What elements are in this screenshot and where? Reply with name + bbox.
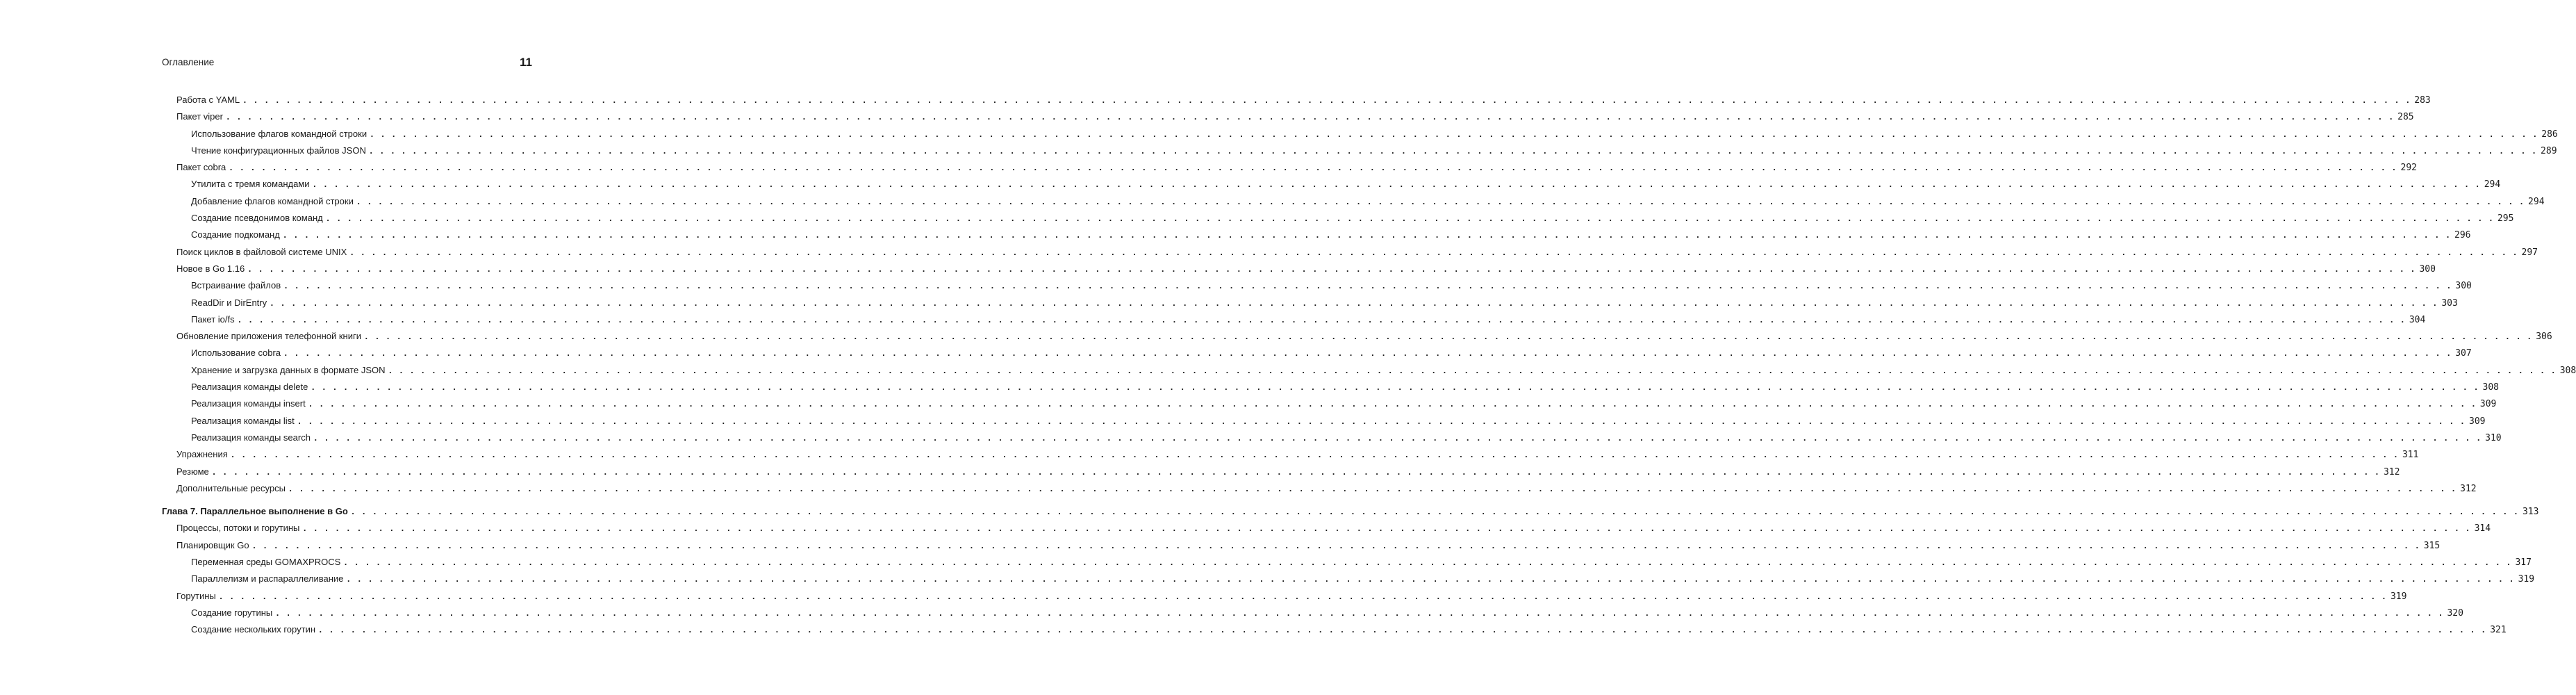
toc-dot-leader: . . . . . . . . . . . . . . . . . . . . . . . . . . . . . . . . . . . . . . . . . . . . . . . . . . . . . . . . . . . . . . . . . . . . . . . . . . . . . . . . . . . . . . . . . . . . . . . . . . . . . . . . . . . . . . . . . . . . . . . . . . . . . . . . . . . . . . . . . . . . . . . . . . . . . . . . . . . . . . . . . . . . . . . . . . . . . . . . . . . . . . . . . . . . . . . . . . . . . . . . [288, 484, 2457, 493]
toc-entry [162, 297, 2458, 314]
toc-dot-leader: . . . . . . . . . . . . . . . . . . . . . . . . . . . . . . . . . . . . . . . . . . . . . . . . . . . . . . . . . . . . . . . . . . . . . . . . . . . . . . . . . . . . . . . . . . . . . . . . . . . . . . . . . . . . . . . . . . . . . . . . . . . . . . . . . . . . . . . . . . . . . . . . . . . . . . . . . . . . . . . . . . . . . . . . . . . . . . . . . . . . . . . . . . . . . . . . . . . . . . . . [346, 575, 2515, 584]
toc-entry-title: Использование флагов командной строки [191, 128, 368, 139]
toc-entry [162, 179, 2501, 195]
toc-entry-title: Глава 7. Параллельное выполнение в Go [162, 506, 348, 517]
toc-entry-page: 283 [2414, 95, 2431, 106]
toc-entry-title: Упражнения [176, 449, 228, 460]
toc-entry [162, 415, 2486, 432]
toc-entry-title: Встраивание файлов [191, 280, 281, 291]
toc-entry [162, 145, 2557, 162]
toc-dot-leader: . . . . . . . . . . . . . . . . . . . . . . . . . . . . . . . . . . . . . . . . . . . . . . . . . . . . . . . . . . . . . . . . . . . . . . . . . . . . . . . . . . . . . . . . . . . . . . . . . . . . . . . . . . . . . . . . . . . . . . . . . . . . . . . . . . . . . . . . . . . . . . . . . . . . . . . . . . . . . . . . . . . . . . . . . . . . . . . . . . . . . . . . . . . . . . . . . . . . . . . . [356, 197, 2525, 206]
toc-entry-title: Создание псевдонимов команд [191, 213, 323, 224]
toc-entry-title: Горутины [176, 590, 216, 601]
toc-entry [162, 398, 2497, 415]
toc-dot-leader: . . . . . . . . . . . . . . . . . . . . . . . . . . . . . . . . . . . . . . . . . . . . . . . . . . . . . . . . . . . . . . . . . . . . . . . . . . . . . . . . . . . . . . . . . . . . . . . . . . . . . . . . . . . . . . . . . . . . . . . . . . . . . . . . . . . . . . . . . . . . . . . . . . . . . . . . . . . . . . . . . . . . . . . . . . . . . . . . . . . . . . . . . . . . . . . . . . . . . . . . [388, 366, 2557, 375]
toc-dot-leader: . . . . . . . . . . . . . . . . . . . . . . . . . . . . . . . . . . . . . . . . . . . . . . . . . . . . . . . . . . . . . . . . . . . . . . . . . . . . . . . . . . . . . . . . . . . . . . . . . . . . . . . . . . . . . . . . . . . . . . . . . . . . . . . . . . . . . . . . . . . . . . . . . . . . . . . . . . . . . . . . . . . . . . . . . . . . . . . . . . . . . . . . . . . . . . . . . . . . . . . . [368, 146, 2538, 156]
toc-dot-leader: . . . . . . . . . . . . . . . . . . . . . . . . . . . . . . . . . . . . . . . . . . . . . . . . . . . . . . . . . . . . . . . . . . . . . . . . . . . . . . . . . . . . . . . . . . . . . . . . . . . . . . . . . . . . . . . . . . . . . . . . . . . . . . . . . . . . . . . . . . . . . . . . . . . . . . . . . . . . . . . . . . . . . . . . . . . . . . . . . . . . . . . . . . . . . . . . . . . . . . . . [343, 558, 2512, 568]
toc-entry [162, 195, 2545, 213]
toc-entry-page: 309 [2479, 399, 2497, 410]
toc-entry-title: Обновление приложения телефонной книги [176, 331, 361, 342]
toc-dot-leader: . . . . . . . . . . . . . . . . . . . . . . . . . . . . . . . . . . . . . . . . . . . . . . . . . . . . . . . . . . . . . . . . . . . . . . . . . . . . . . . . . . . . . . . . . . . . . . . . . . . . . . . . . . . . . . . . . . . . . . . . . . . . . . . . . . . . . . . . . . . . . . . . . . . . . . . . . . . . . . . . . . . . . . . . . . . . . . . . . . . . . . . . . . . . . . . . . . . . . . . . [297, 416, 2466, 426]
toc-entry-title: Пакет io/fs [191, 313, 235, 325]
toc-entry [162, 466, 2400, 483]
toc-entry [162, 482, 2477, 500]
toc-entry-page: 297 [2521, 247, 2538, 258]
toc-dot-leader: . . . . . . . . . . . . . . . . . . . . . . . . . . . . . . . . . . . . . . . . . . . . . . . . . . . . . . . . . . . . . . . . . . . . . . . . . . . . . . . . . . . . . . . . . . . . . . . . . . . . . . . . . . . . . . . . . . . . . . . . . . . . . . . . . . . . . . . . . . . . . . . . . . . . . . . . . . . . . . . . . . . . . . . . . . . . . . . . . . . . . . . . . . . . . . . . . . . . . . . . [230, 450, 2399, 460]
toc-entry-title: Чтение конфигурационных файлов JSON [191, 145, 366, 156]
toc-entry-page: 286 [2541, 129, 2558, 140]
toc-entry [162, 128, 2558, 145]
toc-entry-title: Реализация команды list [191, 415, 295, 426]
toc-entry-page: 300 [2455, 281, 2472, 292]
toc-entry-title: Работа с YAML [176, 95, 240, 105]
toc-entry-title: Резюме [176, 466, 209, 477]
toc-entry-page: 313 [2522, 507, 2539, 518]
toc-entry [162, 111, 2414, 128]
toc-dot-leader: . . . . . . . . . . . . . . . . . . . . . . . . . . . . . . . . . . . . . . . . . . . . . . . . . . . . . . . . . . . . . . . . . . . . . . . . . . . . . . . . . . . . . . . . . . . . . . . . . . . . . . . . . . . . . . . . . . . . . . . . . . . . . . . . . . . . . . . . . . . . . . . . . . . . . . . . . . . . . . . . . . . . . . . . . . . . . . . . . . . . . . . . . . . . . . . . . . . . . . . . [211, 467, 2380, 477]
toc-dot-leader: . . . . . . . . . . . . . . . . . . . . . . . . . . . . . . . . . . . . . . . . . . . . . . . . . . . . . . . . . . . . . . . . . . . . . . . . . . . . . . . . . . . . . . . . . . . . . . . . . . . . . . . . . . . . . . . . . . . . . . . . . . . . . . . . . . . . . . . . . . . . . . . . . . . . . . . . . . . . . . . . . . . . . . . . . . . . . . . . . . . . . . . . . . . . . . . . . . . . . . . . [313, 433, 2482, 443]
toc-dot-leader: . . . . . . . . . . . . . . . . . . . . . . . . . . . . . . . . . . . . . . . . . . . . . . . . . . . . . . . . . . . . . . . . . . . . . . . . . . . . . . . . . . . . . . . . . . . . . . . . . . . . . . . . . . . . . . . . . . . . . . . . . . . . . . . . . . . . . . . . . . . . . . . . . . . . . . . . . . . . . . . . . . . . . . . . . . . . . . . . . . . . . . . . . . . . . . . . . . . . . . . . [242, 96, 2411, 105]
toc-entry [162, 523, 2491, 539]
toc-dot-leader: . . . . . . . . . . . . . . . . . . . . . . . . . . . . . . . . . . . . . . . . . . . . . . . . . . . . . . . . . . . . . . . . . . . . . . . . . . . . . . . . . . . . . . . . . . . . . . . . . . . . . . . . . . . . . . . . . . . . . . . . . . . . . . . . . . . . . . . . . . . . . . . . . . . . . . . . . . . . . . . . . . . . . . . . . . . . . . . . . . . . . . . . . . . . . . . . . . . . . . . . [349, 247, 2518, 257]
toc-entry-page: 296 [2454, 230, 2471, 241]
toc-entry-title: Пакет cobra [176, 162, 226, 173]
toc-dot-leader: . . . . . . . . . . . . . . . . . . . . . . . . . . . . . . . . . . . . . . . . . . . . . . . . . . . . . . . . . . . . . . . . . . . . . . . . . . . . . . . . . . . . . . . . . . . . . . . . . . . . . . . . . . . . . . . . . . . . . . . . . . . . . . . . . . . . . . . . . . . . . . . . . . . . . . . . . . . . . . . . . . . . . . . . . . . . . . . . . . . . . . . . . . . . . . . . . . . . . . . . [308, 400, 2477, 409]
page-header [162, 56, 532, 71]
toc-entry-title: Поиск циклов в файловой системе UNIX [176, 246, 347, 257]
toc-entry [162, 573, 2535, 590]
toc-entry-title: Реализация команды delete [191, 382, 308, 393]
toc-entry [162, 263, 2436, 280]
toc-entry [162, 95, 2431, 111]
toc-dot-leader: . . . . . . . . . . . . . . . . . . . . . . . . . . . . . . . . . . . . . . . . . . . . . . . . . . . . . . . . . . . . . . . . . . . . . . . . . . . . . . . . . . . . . . . . . . . . . . . . . . . . . . . . . . . . . . . . . . . . . . . . . . . . . . . . . . . . . . . . . . . . . . . . . . . . . . . . . . . . . . . . . . . . . . . . . . . . . . . . . . . . . . . . . . . . . . . . . . . . . . . . [311, 383, 2479, 393]
toc-dot-leader: . . . . . . . . . . . . . . . . . . . . . . . . . . . . . . . . . . . . . . . . . . . . . . . . . . . . . . . . . . . . . . . . . . . . . . . . . . . . . . . . . . . . . . . . . . . . . . . . . . . . . . . . . . . . . . . . . . . . . . . . . . . . . . . . . . . . . . . . . . . . . . . . . . . . . . . . . . . . . . . . . . . . . . . . . . . . . . . . . . . . . . . . . . . . . . . . . . . . . . . . [302, 524, 2471, 534]
toc-entry-page: 314 [2474, 523, 2491, 534]
toc-entry-title: Пакет viper [176, 111, 223, 122]
toc-entry-page: 311 [2402, 450, 2419, 461]
toc-entry-title: Реализация команды search [191, 432, 311, 443]
toc-chapter-entry [162, 506, 2539, 523]
toc-dot-leader: . . . . . . . . . . . . . . . . . . . . . . . . . . . . . . . . . . . . . . . . . . . . . . . . . . . . . . . . . . . . . . . . . . . . . . . . . . . . . . . . . . . . . . . . . . . . . . . . . . . . . . . . . . . . . . . . . . . . . . . . . . . . . . . . . . . . . . . . . . . . . . . . . . . . . . . . . . . . . . . . . . . . . . . . . . . . . . . . . . . . . . . . . . . . . . . . . . . . . . . . [218, 591, 2387, 601]
toc-entry-page: 295 [2497, 213, 2514, 224]
toc-entry-title: Использование cobra [191, 348, 281, 359]
chapter-gap [162, 500, 534, 506]
toc-entry-title: Утилита с тремя командами [191, 179, 310, 190]
toc-entry [162, 539, 2441, 557]
toc-entry [162, 348, 2472, 364]
toc-entry-page: 300 [2419, 263, 2436, 275]
toc-entry-title: Параллелизм и распараллеливание [191, 573, 344, 584]
toc-entry-title: Создание нескольких горутин [191, 624, 316, 635]
toc-entry-page: 312 [2460, 483, 2477, 494]
toc-dot-leader: . . . . . . . . . . . . . . . . . . . . . . . . . . . . . . . . . . . . . . . . . . . . . . . . . . . . . . . . . . . . . . . . . . . . . . . . . . . . . . . . . . . . . . . . . . . . . . . . . . . . . . . . . . . . . . . . . . . . . . . . . . . . . . . . . . . . . . . . . . . . . . . . . . . . . . . . . . . . . . . . . . . . . . . . . . . . . . . . . . . . . . . . . . . . . . . . . . . . . . . . [318, 626, 2487, 635]
toc-entry-page: 312 [2383, 466, 2400, 477]
toc-entry [162, 364, 2576, 382]
toc-entry-page: 320 [2447, 607, 2463, 619]
toc-entry-page: 317 [2515, 557, 2532, 569]
toc-dot-leader: . . . . . . . . . . . . . . . . . . . . . . . . . . . . . . . . . . . . . . . . . . . . . . . . . . . . . . . . . . . . . . . . . . . . . . . . . . . . . . . . . . . . . . . . . . . . . . . . . . . . . . . . . . . . . . . . . . . . . . . . . . . . . . . . . . . . . . . . . . . . . . . . . . . . . . . . . . . . . . . . . . . . . . . . . . . . . . . . . . . . . . . . . . . . . . . . . . . . . . . . [283, 349, 2452, 359]
toc-entry-page: 307 [2455, 348, 2472, 359]
toc-entry-title: Добавление флагов командной строки [191, 195, 354, 206]
toc-entry [162, 590, 2407, 607]
toc-entry-title: Реализация команды insert [191, 398, 306, 409]
toc-dot-leader: . . . . . . . . . . . . . . . . . . . . . . . . . . . . . . . . . . . . . . . . . . . . . . . . . . . . . . . . . . . . . . . . . . . . . . . . . . . . . . . . . . . . . . . . . . . . . . . . . . . . . . . . . . . . . . . . . . . . . . . . . . . . . . . . . . . . . . . . . . . . . . . . . . . . . . . . . . . . . . . . . . . . . . . . . . . . . . . . . . . . . . . . . . . . . . . . . . . . . . . . [251, 541, 2420, 550]
toc-entry [162, 449, 2419, 466]
toc-entry-page: 319 [2390, 591, 2407, 602]
toc-entry-page: 308 [2482, 382, 2500, 393]
toc-dot-leader: . . . . . . . . . . . . . . . . . . . . . . . . . . . . . . . . . . . . . . . . . . . . . . . . . . . . . . . . . . . . . . . . . . . . . . . . . . . . . . . . . . . . . . . . . . . . . . . . . . . . . . . . . . . . . . . . . . . . . . . . . . . . . . . . . . . . . . . . . . . . . . . . . . . . . . . . . . . . . . . . . . . . . . . . . . . . . . . . . . . . . . . . . . . . . . . . . . . . . . . . [312, 180, 2481, 190]
toc-dot-leader: . . . . . . . . . . . . . . . . . . . . . . . . . . . . . . . . . . . . . . . . . . . . . . . . . . . . . . . . . . . . . . . . . . . . . . . . . . . . . . . . . . . . . . . . . . . . . . . . . . . . . . . . . . . . . . . . . . . . . . . . . . . . . . . . . . . . . . . . . . . . . . . . . . . . . . . . . . . . . . . . . . . . . . . . . . . . . . . . . . . . . . . . . . . . . . . . . . . . . . . . [225, 113, 2395, 122]
toc-entry-page: 308 [2559, 365, 2576, 376]
toc-entry-page: 294 [2484, 179, 2501, 190]
toc-entry-page: 319 [2518, 574, 2535, 585]
toc-entry-page: 309 [2469, 416, 2486, 427]
toc-entry-page: 292 [2400, 163, 2417, 174]
toc-entry-page: 321 [2490, 625, 2507, 636]
toc-entry [162, 213, 2514, 229]
toc-dot-leader: . . . . . . . . . . . . . . . . . . . . . . . . . . . . . . . . . . . . . . . . . . . . . . . . . . . . . . . . . . . . . . . . . . . . . . . . . . . . . . . . . . . . . . . . . . . . . . . . . . . . . . . . . . . . . . . . . . . . . . . . . . . . . . . . . . . . . . . . . . . . . . . . . . . . . . . . . . . . . . . . . . . . . . . . . . . . . . . . . . . . . . . . . . . . . . . . . . . . . . . . [275, 608, 2444, 618]
toc-dot-leader: . . . . . . . . . . . . . . . . . . . . . . . . . . . . . . . . . . . . . . . . . . . . . . . . . . . . . . . . . . . . . . . . . . . . . . . . . . . . . . . . . . . . . . . . . . . . . . . . . . . . . . . . . . . . . . . . . . . . . . . . . . . . . . . . . . . . . . . . . . . . . . . . . . . . . . . . . . . . . . . . . . . . . . . . . . . . . . . . . . . . . . . . . . . . . . . . . . . . . . . . [370, 129, 2538, 139]
toc-dot-leader: . . . . . . . . . . . . . . . . . . . . . . . . . . . . . . . . . . . . . . . . . . . . . . . . . . . . . . . . . . . . . . . . . . . . . . . . . . . . . . . . . . . . . . . . . . . . . . . . . . . . . . . . . . . . . . . . . . . . . . . . . . . . . . . . . . . . . . . . . . . . . . . . . . . . . . . . . . . . . . . . . . . . . . . . . . . . . . . . . . . . . . . . . . . . . . . . . . . . . . . . [363, 332, 2533, 342]
toc-entry-page: 310 [2485, 432, 2502, 443]
toc-dot-leader: . . . . . . . . . . . . . . . . . . . . . . . . . . . . . . . . . . . . . . . . . . . . . . . . . . . . . . . . . . . . . . . . . . . . . . . . . . . . . . . . . . . . . . . . . . . . . . . . . . . . . . . . . . . . . . . . . . . . . . . . . . . . . . . . . . . . . . . . . . . . . . . . . . . . . . . . . . . . . . . . . . . . . . . . . . . . . . . . . . . . . . . . . . . . . . . . . . . . . . . . [325, 214, 2494, 224]
toc-entry [162, 246, 2538, 263]
toc-entry-title: Хранение и загрузка данных в формате JSON [191, 364, 386, 375]
toc-entry [162, 162, 2417, 179]
toc-entry [162, 624, 2507, 641]
toc-dot-leader: . . . . . . . . . . . . . . . . . . . . . . . . . . . . . . . . . . . . . . . . . . . . . . . . . . . . . . . . . . . . . . . . . . . . . . . . . . . . . . . . . . . . . . . . . . . . . . . . . . . . . . . . . . . . . . . . . . . . . . . . . . . . . . . . . . . . . . . . . . . . . . . . . . . . . . . . . . . . . . . . . . . . . . . . . . . . . . . . . . . . . . . . . . . . . . . . . . . . . . . . [282, 231, 2452, 240]
toc-entry [162, 557, 2532, 573]
header-page-number: 11 [520, 56, 532, 69]
toc-entry [162, 331, 2552, 348]
toc-dot-leader: . . . . . . . . . . . . . . . . . . . . . . . . . . . . . . . . . . . . . . . . . . . . . . . . . . . . . . . . . . . . . . . . . . . . . . . . . . . . . . . . . . . . . . . . . . . . . . . . . . . . . . . . . . . . . . . . . . . . . . . . . . . . . . . . . . . . . . . . . . . . . . . . . . . . . . . . . . . . . . . . . . . . . . . . . . . . . . . . . . . . . . . . . . . . . . . . . . . . . . . . [270, 298, 2438, 308]
table-of-contents [162, 95, 2576, 641]
toc-entry [162, 382, 2500, 398]
toc-entry-title: Создание подкоманд [191, 229, 280, 240]
toc-entry [162, 280, 2472, 297]
toc-entry-page: 303 [2441, 297, 2458, 309]
toc-entry-title: Новое в Go 1.16 [176, 263, 245, 274]
toc-entry [162, 229, 2471, 246]
toc-dot-leader: . . . . . . . . . . . . . . . . . . . . . . . . . . . . . . . . . . . . . . . . . . . . . . . . . . . . . . . . . . . . . . . . . . . . . . . . . . . . . . . . . . . . . . . . . . . . . . . . . . . . . . . . . . . . . . . . . . . . . . . . . . . . . . . . . . . . . . . . . . . . . . . . . . . . . . . . . . . . . . . . . . . . . . . . . . . . . . . . . . . . . . . . . . . . . . . . . . . . . . . . [229, 163, 2397, 173]
toc-entry [162, 313, 2426, 331]
toc-entry-title: Процессы, потоки и горутины [176, 523, 300, 534]
toc-entry-title: Переменная среды GOMAXPROCS [191, 557, 341, 568]
toc-dot-leader: . . . . . . . . . . . . . . . . . . . . . . . . . . . . . . . . . . . . . . . . . . . . . . . . . . . . . . . . . . . . . . . . . . . . . . . . . . . . . . . . . . . . . . . . . . . . . . . . . . . . . . . . . . . . . . . . . . . . . . . . . . . . . . . . . . . . . . . . . . . . . . . . . . . . . . . . . . . . . . . . . . . . . . . . . . . . . . . . . . . . . . . . . . . . . . . . . . . . . . . . [247, 264, 2416, 274]
toc-entry [162, 432, 2502, 449]
toc-entry-title: Создание горутины [191, 607, 273, 618]
toc-entry-page: 294 [2528, 196, 2545, 207]
toc-entry-page: 306 [2536, 332, 2552, 343]
toc-entry-title: Планировщик Go [176, 539, 249, 550]
header-title: Оглавление [162, 57, 215, 67]
toc-entry [162, 607, 2463, 624]
toc-entry-page: 315 [2423, 540, 2441, 551]
toc-dot-leader: . . . . . . . . . . . . . . . . . . . . . . . . . . . . . . . . . . . . . . . . . . . . . . . . . . . . . . . . . . . . . . . . . . . . . . . . . . . . . . . . . . . . . . . . . . . . . . . . . . . . . . . . . . . . . . . . . . . . . . . . . . . . . . . . . . . . . . . . . . . . . . . . . . . . . . . . . . . . . . . . . . . . . . . . . . . . . . . . . . . . . . . . . . . . . . . . . . . . . . . . [283, 281, 2452, 291]
toc-entry-page: 304 [2409, 314, 2426, 325]
toc-dot-leader: . . . . . . . . . . . . . . . . . . . . . . . . . . . . . . . . . . . . . . . . . . . . . . . . . . . . . . . . . . . . . . . . . . . . . . . . . . . . . . . . . . . . . . . . . . . . . . . . . . . . . . . . . . . . . . . . . . . . . . . . . . . . . . . . . . . . . . . . . . . . . . . . . . . . . . . . . . . . . . . . . . . . . . . . . . . . . . . . . . . . . . . . . . . . . . . . . . . . . . . . [350, 507, 2519, 517]
toc-entry-title: Дополнительные ресурсы [176, 482, 286, 493]
toc-entry-page: 289 [2541, 145, 2557, 156]
toc-dot-leader: . . . . . . . . . . . . . . . . . . . . . . . . . . . . . . . . . . . . . . . . . . . . . . . . . . . . . . . . . . . . . . . . . . . . . . . . . . . . . . . . . . . . . . . . . . . . . . . . . . . . . . . . . . . . . . . . . . . . . . . . . . . . . . . . . . . . . . . . . . . . . . . . . . . . . . . . . . . . . . . . . . . . . . . . . . . . . . . . . . . . . . . . . . . . . . . . . . . . . . . . [237, 315, 2406, 325]
toc-entry-page: 285 [2397, 112, 2414, 123]
toc-entry-title: ReadDir и DirEntry [191, 297, 267, 308]
